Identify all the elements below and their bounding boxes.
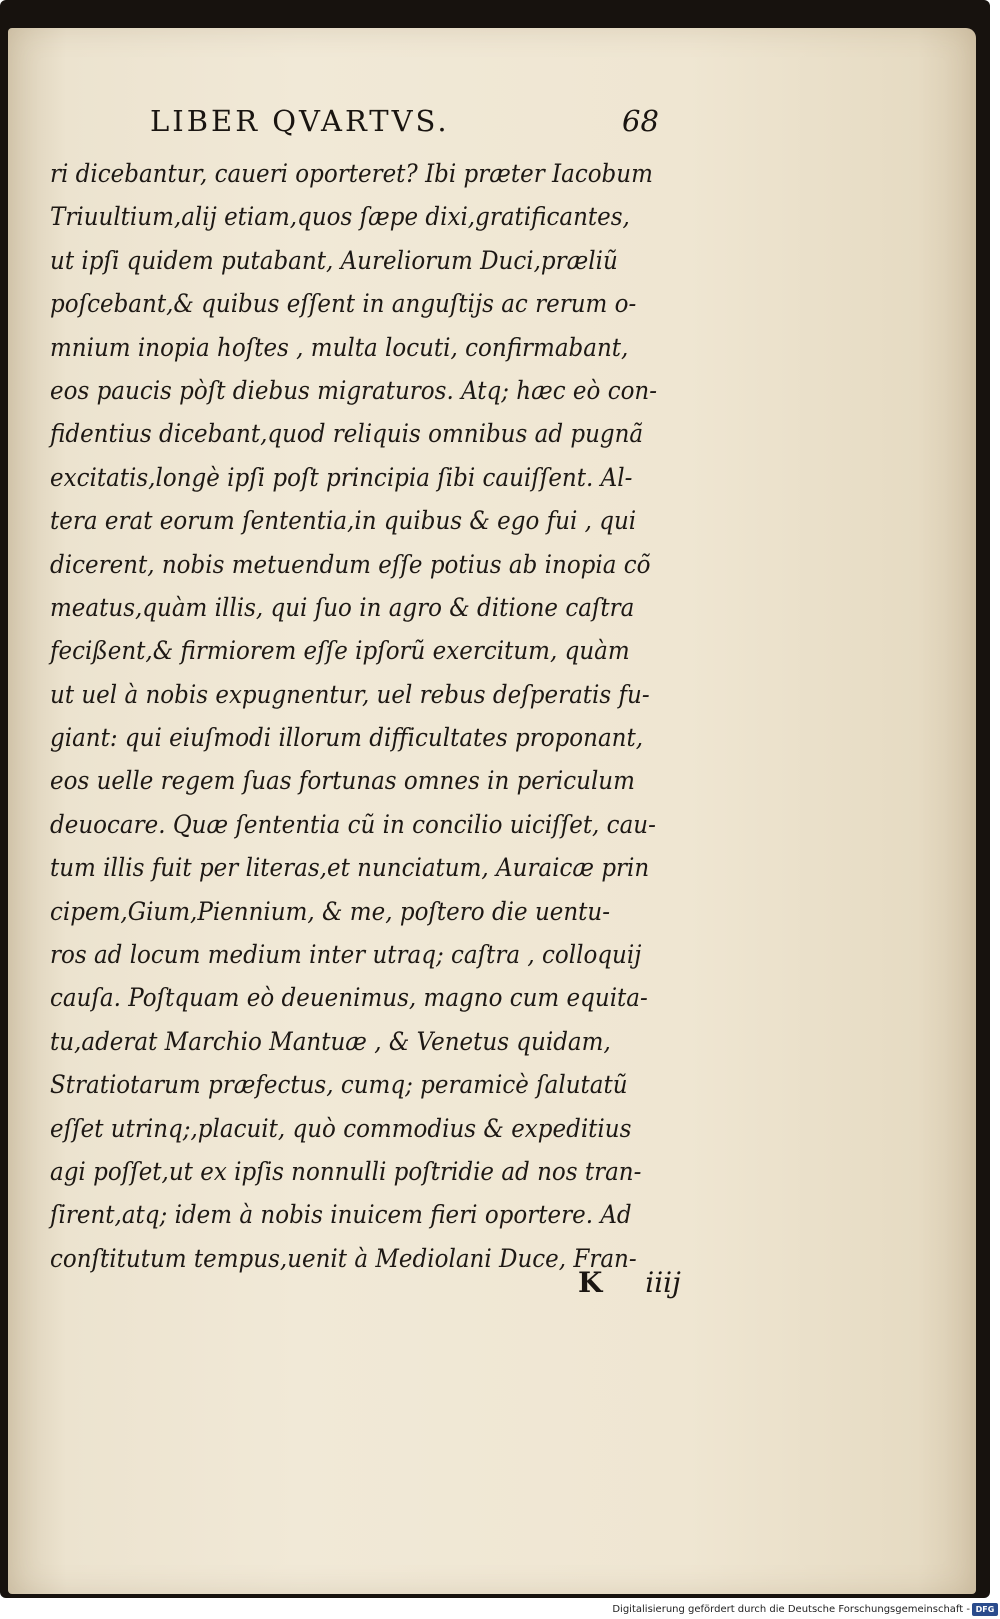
text-line: excitatis,longè ipſi poſt principia ſibi cauiſſent. Al- — [50, 462, 633, 492]
text-line: eſſet utrinq;,placuit, quò commodius & expeditius — [50, 1113, 632, 1143]
text-line: poſcebant,& quibus eſſent in anguſtijs ac rerum o- — [50, 289, 637, 319]
text-line: cipem,Gium,Piennium, & me, poſtero die uentu- — [50, 896, 611, 926]
text-line: eos uelle regem ſuas fortunas omnes in periculum — [50, 766, 635, 796]
text-line: ros ad locum medium inter utraq; caſtra , colloquij — [50, 940, 642, 970]
page-number: 68 — [622, 104, 659, 138]
signature-mark: K — [578, 1266, 603, 1299]
text-line: ſirent,atq; idem à nobis inuicem fieri oportere. Ad — [50, 1200, 632, 1230]
text-line: mnium inopia hoſtes , multa locuti, confirmabant, — [50, 332, 629, 362]
dfg-logo: DFG — [972, 1603, 998, 1616]
text-line: Triuultium,alij etiam,quos ſæpe dixi,gratificantes, — [50, 202, 630, 232]
text-block — [50, 152, 740, 1280]
text-line: fidentius dicebant,quod reliquis omnibus ad pugnã — [50, 419, 644, 449]
text-line: giant: qui eiuſmodi illorum difficultates proponant, — [50, 723, 644, 753]
text-line: fecißent,& firmiorem eſſe ipſorũ exercitum, quàm — [50, 636, 630, 666]
signature-number: iiij — [645, 1266, 681, 1299]
text-line: meatus,quàm illis, qui ſuo in agro & ditione caſtra — [50, 592, 635, 622]
text-line: tu,aderat Marchio Mantuæ , & Venetus quidam, — [50, 1026, 611, 1056]
text-line: tera erat eorum ſententia,in quibus & ego fui , qui — [50, 506, 637, 536]
text-line: cauſa. Poſtquam eò deuenimus, magno cum equita- — [50, 983, 648, 1013]
text-line: eos paucis pòſt diebus migraturos. Atq; hæc eò con- — [50, 375, 658, 405]
text-line: Stratiotarum præfectus, cumq; peramicè ſalutatũ — [50, 1070, 628, 1100]
text-line: ut uel à nobis expugnentur, uel rebus deſperatis fu- — [50, 679, 650, 709]
text-line: conſtitutum tempus,uenit à Mediolani Duce, Fran- — [50, 1243, 637, 1273]
text-line: tum illis fuit per literas,et nunciatum, Auraicæ prin — [50, 853, 650, 883]
signature-row — [578, 1266, 681, 1306]
text-line: deuocare. Quæ ſententia cũ in concilio uiciſſet, cau- — [50, 809, 656, 839]
text-line: ut ipſi quidem putabant, Aureliorum Duci,prælіũ — [50, 245, 618, 275]
funding-credit: Digitalisierung gefördert durch die Deutsche Forschungsgemeinschaft - — [612, 1604, 970, 1615]
text-line: ri dicebantur, caueri oporteret? Ibi præter Iacobum — [50, 159, 653, 188]
running-head: LIBER QVARTVS. — [150, 104, 450, 138]
text-line: agi poſſet,ut ex ipſis nonnulli poſtridie ad nos tran- — [50, 1156, 642, 1186]
text-line: dicerent, nobis metuendum eſſe potius ab inopia cõ — [50, 549, 651, 579]
